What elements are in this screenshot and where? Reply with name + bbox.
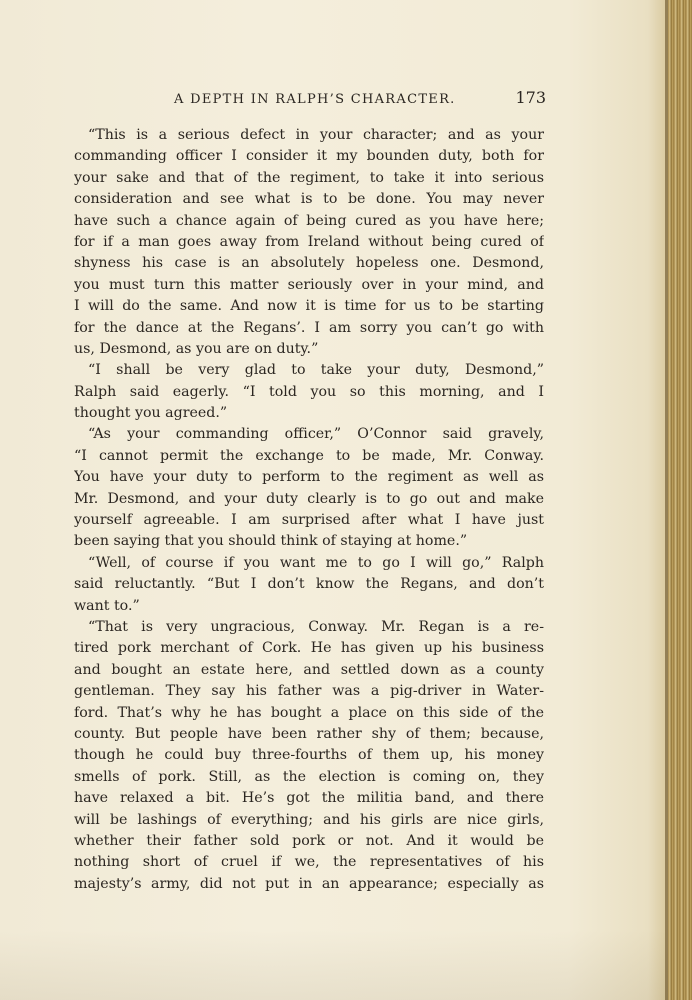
text-line: for the dance at the Regans’. I am sorry you can’t go with <box>74 319 544 336</box>
text-line: and bought an estate here, and settled down as a county <box>74 661 544 678</box>
text-line: smells of pork. Still, as the election is coming on, they <box>74 768 544 785</box>
text-line: “As your commanding officer,” O’Connor said gravely, <box>88 426 544 443</box>
text-line: you must turn this matter seriously over in your mind, and <box>74 276 544 293</box>
text-line: tired pork merchant of Cork. He has given up his business <box>74 640 544 657</box>
text-line: commanding officer I consider it my bounden duty, both for <box>74 148 544 165</box>
text-line: Mr. Desmond, and your duty clearly is to go out and make <box>74 490 544 507</box>
text-line: county. But people have been rather shy of them; because, <box>74 725 544 742</box>
body-text <box>74 125 544 895</box>
text-line: consideration and see what is to be done. You may never <box>74 191 544 208</box>
text-line: Ralph said eagerly. “I told you so this morning, and I <box>74 383 544 400</box>
text-line: “That is very ungracious, Conway. Mr. Regan is a re- <box>88 618 544 635</box>
book-page-edges <box>668 0 692 1000</box>
page-number: 173 <box>515 88 546 107</box>
text-line: “I cannot permit the exchange to be made, Mr. Conway. <box>74 447 544 464</box>
text-line: whether their father sold pork or not. And it would be <box>74 832 544 849</box>
text-line: gentleman. They say his father was a pig-driver in Water- <box>74 683 544 700</box>
text-line: said reluctantly. “But I don’t know the Regans, and don’t <box>74 576 544 593</box>
text-line: though he could buy three-fourths of them up, his money <box>74 747 544 764</box>
text-line: ford. That’s why he has bought a place on this side of the <box>74 704 544 721</box>
page-header <box>174 88 546 114</box>
text-line: for if a man goes away from Ireland without being cured of <box>74 233 544 250</box>
text-line: nothing short of cruel if we, the representatives of his <box>74 854 544 871</box>
text-line: “I shall be very glad to take your duty, Desmond,” <box>88 362 544 379</box>
text-line: You have your duty to perform to the regiment as well as <box>74 469 544 486</box>
text-line: will be lashings of everything; and his girls are nice girls, <box>74 811 544 828</box>
text-line: shyness his case is an absolutely hopeless one. Desmond, <box>74 255 544 272</box>
text-line: your sake and that of the regiment, to take it into serious <box>74 169 544 186</box>
text-line: “This is a serious defect in your character; and as your <box>88 127 544 143</box>
text-line: yourself agreeable. I am surprised after what I have just <box>74 512 544 529</box>
running-head: A DEPTH IN RALPH’S CHARACTER. <box>174 92 456 107</box>
page-shadow <box>0 930 668 1000</box>
text-line: I will do the same. And now it is time for us to be starting <box>74 298 544 315</box>
text-line: us, Desmond, as you are on duty.” <box>74 340 319 357</box>
text-line: want to.” <box>74 597 140 614</box>
text-line: majesty’s army, did not put in an appearance; especially as <box>74 875 544 892</box>
text-line: have relaxed a bit. He’s got the militia band, and there <box>74 790 544 807</box>
text-line: “Well, of course if you want me to go I will go,” Ralph <box>88 554 544 571</box>
text-line: been saying that you should think of staying at home.” <box>74 533 468 550</box>
text-line: have such a chance again of being cured as you have here; <box>74 212 544 229</box>
text-line: thought you agreed.” <box>74 405 228 422</box>
